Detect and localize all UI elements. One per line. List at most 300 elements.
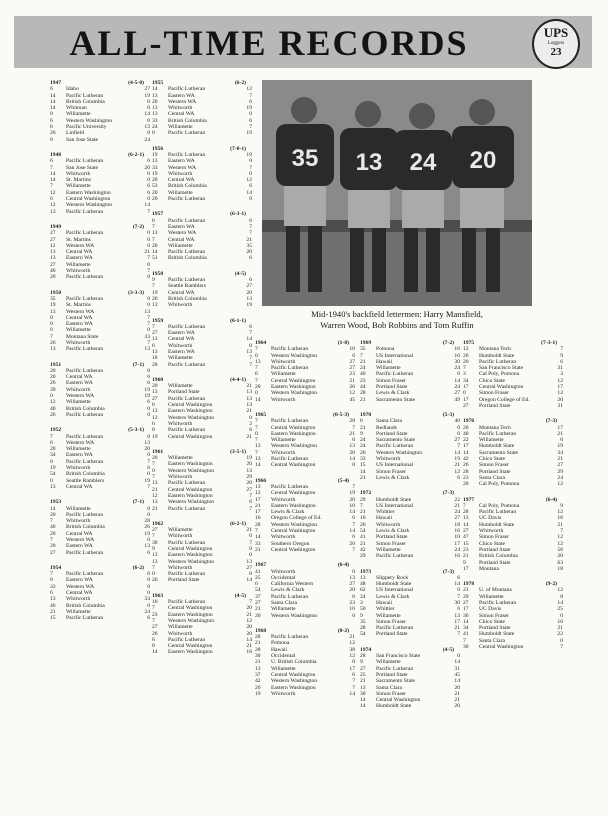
ups-score: 14 <box>50 98 56 105</box>
opponent-score: 6 <box>147 615 150 622</box>
opponent: Western WA <box>66 393 95 400</box>
opponent: Central Washington <box>479 384 524 391</box>
opponent-score: 6 <box>249 255 252 262</box>
opponent: Pacific Lutheran <box>66 571 104 578</box>
opponent: Oregon College of Ed. <box>271 515 322 522</box>
game-row <box>255 397 355 403</box>
opponent: Eastern Washington <box>168 552 213 559</box>
opponent-score: 13 <box>349 574 355 581</box>
opponent-score: 30 <box>454 599 460 606</box>
ups-score: 24 <box>360 593 366 600</box>
opponent-score: 19 <box>246 302 252 309</box>
ups-score: 26 <box>152 630 158 637</box>
opponent-score: 0 <box>147 602 150 609</box>
opponent-score: 6 <box>457 574 460 581</box>
game-row <box>255 613 355 619</box>
opponent: Central WA <box>168 236 195 243</box>
season-record: (6-4) <box>337 562 349 569</box>
opponent-score: 0 <box>249 414 252 421</box>
opponent-score: 0 <box>147 537 150 543</box>
opponent: San Jose State <box>66 136 99 143</box>
ups-score: 15 <box>360 462 366 469</box>
opponent: Whitworth <box>168 630 193 637</box>
opponent: Lewis & Clark <box>376 474 410 481</box>
ups-score: 6 <box>50 86 53 93</box>
ups-score: 35 <box>360 346 366 353</box>
ups-score: 15 <box>50 615 56 622</box>
opponent: Pacific Lutheran <box>66 92 104 99</box>
ups-score: 34 <box>463 625 469 632</box>
opponent: Whitworth <box>376 521 401 528</box>
opponent: Portland State <box>376 631 408 638</box>
ups-score: 50 <box>360 606 366 613</box>
opponent-score: 6 <box>249 499 252 506</box>
opponent: Central Washington <box>168 605 213 612</box>
ups-score: 20 <box>152 242 158 249</box>
ups-score: 13 <box>152 480 158 487</box>
opponent: Eastern Washington <box>66 189 111 196</box>
opponent-score: 35 <box>246 242 252 249</box>
season-block <box>152 521 252 584</box>
season-record: (6-1-1) <box>230 317 246 324</box>
season-record: (7-3) <box>442 568 454 575</box>
opponent-score: 14 <box>246 336 252 343</box>
ups-score: 27 <box>50 261 56 268</box>
opponent-score: 6 <box>352 515 355 522</box>
opponent-score: 12 <box>349 390 355 397</box>
opponent: Eastern Washington <box>168 649 213 656</box>
opponent-score: 20 <box>246 624 252 631</box>
opponent-score: 24 <box>454 365 460 372</box>
opponent: British Columbia <box>168 295 207 302</box>
opponent: Central WA <box>66 314 93 321</box>
opponent: Chico State <box>479 377 505 384</box>
opponent-score: 0 <box>147 327 150 334</box>
page-number: 23 <box>550 46 562 58</box>
ups-score: 9 <box>152 546 155 552</box>
opponent: Willamette <box>66 111 91 118</box>
ups-score: 51 <box>152 255 158 262</box>
opponent-score: 19 <box>246 130 252 137</box>
season-block <box>255 562 355 619</box>
ups-score: 23 <box>463 587 469 594</box>
opponent-score: 17 <box>557 424 563 431</box>
ups-score: 14 <box>463 618 469 625</box>
season-year: 1963 <box>152 592 164 599</box>
opponent-score: 21 <box>454 502 460 509</box>
ups-score: 14 <box>360 468 366 475</box>
opponent-score: 12 <box>349 640 355 647</box>
ups-score: 54 <box>50 471 56 478</box>
opponent: Linfield <box>66 130 85 137</box>
opponent-score: 0 <box>147 242 150 249</box>
ups-score: 15 <box>463 540 469 547</box>
opponent-score: 19 <box>144 386 150 393</box>
ups-score: 34 <box>463 377 469 384</box>
opponent-score: 20 <box>144 164 150 171</box>
opponent-score: 20 <box>349 587 355 594</box>
ups-score: 33 <box>152 117 158 124</box>
opponent: Santa Clara <box>271 599 297 606</box>
ups-score: 42 <box>463 456 469 463</box>
ups-score: 12 <box>50 399 56 406</box>
ups-score: 0 <box>152 571 155 578</box>
opponent: Western Washington <box>168 414 215 421</box>
opponent: Western Washington <box>271 390 318 397</box>
opponent: Sacramento State <box>376 437 415 444</box>
opponent: Western WA <box>66 583 95 590</box>
opponent-score: 40 <box>454 418 460 425</box>
opponent: Central Washington <box>271 490 316 497</box>
opponent: Santa Clara <box>479 474 505 481</box>
opponent: Pacific Lutheran <box>66 346 104 353</box>
season-block <box>463 340 563 409</box>
opponent-score: 0 <box>147 590 150 597</box>
ups-score: 26 <box>50 380 56 387</box>
opponent: Central Washington <box>168 402 213 409</box>
season-record: (0-5-3) <box>333 411 349 418</box>
ups-score: 9 <box>360 430 363 437</box>
ups-score: 13 <box>255 358 261 365</box>
opponent-score: 0 <box>249 533 252 540</box>
ups-score: 42 <box>255 678 261 685</box>
opponent: Lewis & Clark <box>376 390 410 397</box>
opponent: Portland State <box>168 389 200 396</box>
season-year: 1951 <box>50 361 62 368</box>
opponent: Western WA <box>168 98 197 105</box>
ups-score: 27 <box>255 599 261 606</box>
opponent: Occidental <box>271 653 296 660</box>
ups-score: 14 <box>50 105 56 112</box>
ups-score: 13 <box>152 336 158 343</box>
ups-score: 20 <box>152 295 158 302</box>
opponent-score: 6 <box>352 593 355 600</box>
ups-score: 12 <box>50 242 56 249</box>
opponent-score: 16 <box>454 528 460 535</box>
opponent-score: 27 <box>246 564 252 571</box>
ups-score: 27 <box>360 665 366 672</box>
opponent-score: 24 <box>454 384 460 391</box>
ups-score: 7 <box>255 365 258 372</box>
opponent-score: 7 <box>147 321 150 328</box>
opponent-score: 20 <box>246 630 252 637</box>
opponent: Willamette <box>376 365 401 372</box>
jersey-number-2: 13 <box>355 149 383 176</box>
opponent-score: 21 <box>454 462 460 469</box>
ups-score: 14 <box>360 697 366 704</box>
ups-score: 0 <box>50 458 53 465</box>
season-record: (7-3) <box>442 490 454 497</box>
ups-score: 29 <box>360 496 366 503</box>
opponent-score: 20 <box>454 684 460 691</box>
opponent: Chico State <box>479 540 505 547</box>
opponent-score: 20 <box>246 605 252 612</box>
opponent: UC Davis <box>479 515 502 522</box>
opponent-score: 21 <box>246 236 252 243</box>
opponent-score: 17 <box>557 384 563 391</box>
season-year: 1977 <box>463 496 475 503</box>
opponent: Central Washington <box>66 196 111 203</box>
opponent-score: 0 <box>352 462 355 469</box>
opponent-score: 0 <box>147 367 150 374</box>
season-block <box>50 80 150 143</box>
opponent: Whitworth <box>271 534 296 541</box>
ups-score: 26 <box>360 521 366 528</box>
opponent: Chico State <box>479 618 505 625</box>
season-year: 1966 <box>255 477 267 484</box>
opponent-score: 19 <box>144 92 150 99</box>
opponent-score: 14 <box>246 189 252 196</box>
ups-score: 21 <box>255 502 261 509</box>
ups-score: 41 <box>463 631 469 638</box>
opponent: Western Washington <box>271 352 318 359</box>
game-row <box>152 362 252 368</box>
records-column-1 <box>50 80 150 631</box>
opponent: Humboldt State <box>479 521 515 528</box>
ups-score: 21 <box>255 606 261 613</box>
game-row <box>463 644 563 650</box>
opponent: Willamette <box>66 505 91 512</box>
opponent-score: 6 <box>147 549 150 556</box>
ups-score: 17 <box>463 443 469 450</box>
opponent: Pomona <box>271 640 290 647</box>
opponent-score: 27 <box>454 390 460 397</box>
season-year: 1952 <box>50 427 62 434</box>
records-column-4 <box>360 340 460 719</box>
opponent: Western Washington <box>271 443 318 450</box>
season-year: 1962 <box>152 520 164 527</box>
ups-score: 28 <box>255 646 261 653</box>
game-row <box>463 403 563 409</box>
ups-score: 7 <box>152 283 155 290</box>
opponent: Central Washington <box>168 643 213 650</box>
opponent-score: 6 <box>147 183 150 190</box>
opponent-score: 28 <box>144 518 150 525</box>
ups-score: 13 <box>50 255 56 262</box>
season-block <box>152 318 252 368</box>
ups-score: 6 <box>50 117 53 124</box>
ups-score: 17 <box>255 509 261 516</box>
opponent-score: 6 <box>352 671 355 678</box>
season-year: 1956 <box>152 145 164 152</box>
game-row <box>152 506 252 512</box>
opponent: Eastern WA <box>66 321 93 328</box>
opponent-score: 0 <box>147 583 150 590</box>
opponent: Pacific Lutheran <box>66 208 104 215</box>
opponent: Eastern WA <box>66 577 93 584</box>
opponent: Whitworth <box>271 358 296 365</box>
ups-score: 33 <box>152 164 158 171</box>
jersey-number-4: 20 <box>469 147 497 174</box>
season-record: (5-3-1) <box>128 427 144 434</box>
opponent: Western Washington <box>66 117 113 124</box>
ups-score: 28 <box>463 509 469 516</box>
ups-score: 34 <box>50 452 56 459</box>
opponent: Simon Fraser <box>479 390 509 397</box>
opponent-score: 19 <box>246 455 252 462</box>
opponent-score: 6 <box>352 352 355 359</box>
opponent: Pacific Lutheran <box>479 599 517 606</box>
ups-score: 46 <box>50 268 56 275</box>
opponent-score: 24 <box>557 474 563 481</box>
opponent-score: 0 <box>147 98 150 105</box>
opponent: Whitworth <box>168 474 193 481</box>
opponent-score: 7 <box>352 483 355 490</box>
opponent-score: 12 <box>246 177 252 184</box>
ups-score: 13 <box>152 158 158 165</box>
opponent-score: 3 <box>560 371 563 378</box>
opponent: Central WA <box>168 111 195 118</box>
opponent: Whitworth <box>271 496 296 503</box>
opponent: Western WA <box>66 439 95 446</box>
opponent-score: 0 <box>147 130 150 137</box>
ups-score: 7 <box>50 571 53 578</box>
season-block <box>360 569 460 638</box>
opponent: Whitworth <box>66 170 91 177</box>
opponent: Pacific Lutheran <box>168 427 206 434</box>
opponent: Willamette <box>168 124 193 131</box>
opponent: Whitworth <box>168 170 193 177</box>
season-block <box>152 211 252 261</box>
ups-score: 21 <box>255 546 261 553</box>
opponent-score: 14 <box>144 111 150 118</box>
ups-score: 13 <box>152 92 158 99</box>
ups-score: 7 <box>360 502 363 509</box>
ups-score: 20 <box>152 177 158 184</box>
season-block <box>255 628 355 697</box>
ups-score: 0 <box>152 467 155 474</box>
opponent: Central Washington <box>271 424 316 431</box>
opponent: British Columbia <box>168 117 207 124</box>
opponent-score: 22 <box>454 496 460 503</box>
ups-score: 20 <box>463 481 469 488</box>
opponent-score: 7 <box>249 539 252 546</box>
opponent: Whitworth <box>271 396 296 403</box>
opponent-score: 14 <box>454 678 460 685</box>
ups-score: 14 <box>50 177 56 184</box>
opponent-score: 16 <box>246 649 252 656</box>
ups-score: 19 <box>50 302 56 309</box>
season-year: 1953 <box>50 499 62 506</box>
ups-score: 44 <box>360 384 366 391</box>
ups-score: 21 <box>152 505 158 512</box>
opponent: British Columbia <box>66 602 105 609</box>
opponent: Willamette <box>271 371 296 378</box>
ups-score: 20 <box>50 274 56 281</box>
opponent-score: 21 <box>246 433 252 440</box>
opponent: Hawaii <box>376 599 393 606</box>
opponent-score: 0 <box>249 170 252 177</box>
ups-score: 12 <box>50 202 56 209</box>
ups-score: 33 <box>360 456 366 463</box>
opponent: Pacific Lutheran <box>66 158 104 165</box>
season-record: (5-4) <box>337 477 349 484</box>
opponent-score: 7 <box>249 223 252 230</box>
opponent: Central Washington <box>271 377 316 384</box>
opponent-score: 14 <box>454 377 460 384</box>
ups-score: 7 <box>255 424 258 431</box>
opponent-score: 0 <box>249 196 252 203</box>
opponent-score: 0 <box>147 261 150 268</box>
opponent-score: 56 <box>557 546 563 553</box>
opponent: Central WA <box>66 249 93 256</box>
opponent: Willamette <box>376 546 401 553</box>
opponent-score: 45 <box>349 396 355 403</box>
ups-score: 26 <box>463 462 469 469</box>
opponent: Redlands <box>376 424 397 431</box>
ups-score: 6 <box>152 636 155 643</box>
opponent-score: 0 <box>147 452 150 459</box>
opponent-score: 16 <box>454 352 460 359</box>
opponent: Pacific Lutheran <box>376 371 414 378</box>
ups-score: 26 <box>50 339 56 346</box>
opponent-score: 23 <box>349 599 355 606</box>
season-block <box>50 499 150 556</box>
opponent: Humboldt State <box>479 443 515 450</box>
opponent: Central WA <box>66 530 93 537</box>
opponent: Seattle Ramblers <box>66 477 105 484</box>
opponent: Pacific Lutheran <box>168 196 206 203</box>
ups-score: 28 <box>360 390 366 397</box>
opponent: Humboldt State <box>376 581 412 588</box>
opponent: Willamette <box>479 593 504 600</box>
ups-score: 20 <box>152 383 158 390</box>
season-block <box>255 412 355 469</box>
ups-score: 0 <box>255 390 258 397</box>
season-year: 1974 <box>360 646 372 653</box>
opponent-score: 13 <box>246 348 252 355</box>
ups-score: 3 <box>360 599 363 606</box>
opponent: Pacific Lutheran <box>168 539 206 546</box>
ups-score: 6 <box>50 439 53 446</box>
opponent-score: 8 <box>560 593 563 600</box>
opponent-score: 21 <box>349 377 355 384</box>
opponent: Montana <box>479 565 499 572</box>
opponent-score: 13 <box>454 612 460 619</box>
ups-score: 20 <box>463 424 469 431</box>
opponent: Lewis & Clark <box>271 587 305 594</box>
team-photo <box>262 80 532 306</box>
opponent: Central WA <box>66 590 93 597</box>
opponent: Western Washington <box>271 678 318 685</box>
opponent-score: 12 <box>349 653 355 660</box>
game-row <box>463 566 563 572</box>
ups-score: 28 <box>360 653 366 660</box>
opponent: Central Washington <box>271 528 316 535</box>
ups-score: 0 <box>255 430 258 437</box>
opponent: Humboldt State <box>479 352 515 359</box>
ups-score: 0 <box>255 352 258 359</box>
opponent: British Columbia <box>66 524 105 531</box>
opponent-score: 6 <box>249 427 252 434</box>
ups-score: 13 <box>255 483 261 490</box>
opponent: Whitman <box>66 105 87 112</box>
opponent: Pacific Lutheran <box>168 217 206 224</box>
season-year: 1959 <box>152 317 164 324</box>
opponent-score: 0 <box>147 274 150 281</box>
ups-logo <box>532 19 580 69</box>
ups-score: 6 <box>50 196 53 203</box>
ups-score: 40 <box>50 405 56 412</box>
opponent: Willamette <box>168 242 193 249</box>
opponent-score: 7 <box>147 339 150 346</box>
ups-score: 29 <box>360 553 366 560</box>
ups-score: 13 <box>50 596 56 603</box>
ups-score: 30 <box>152 539 158 546</box>
ups-score: 6 <box>255 371 258 378</box>
opponent: Willamette <box>168 527 193 534</box>
season-year: 1964 <box>255 340 267 346</box>
